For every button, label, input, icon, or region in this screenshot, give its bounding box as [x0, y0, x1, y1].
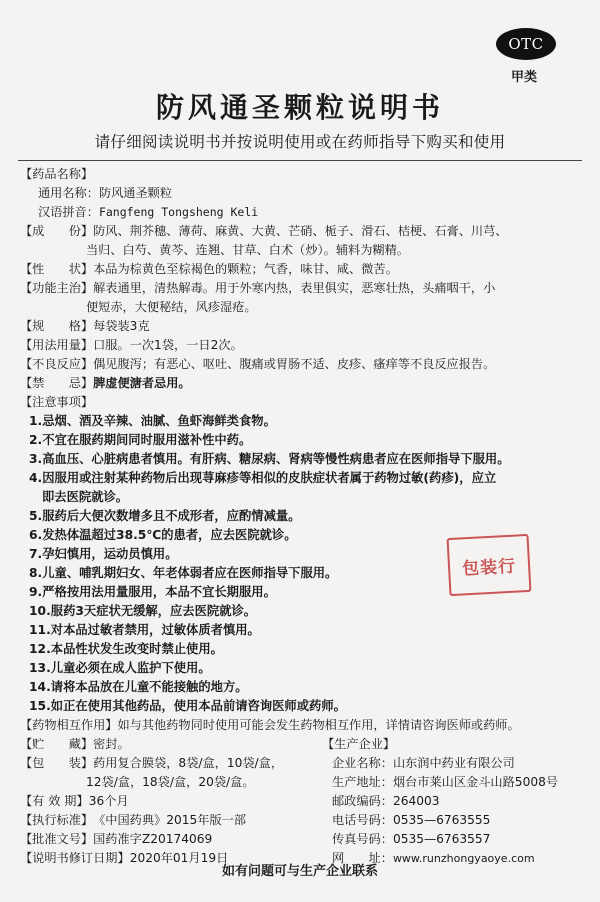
field-value: 如与其他药物同时使用可能会发生药物相互作用，详情请咨询医师或药师。: [117, 718, 520, 732]
section-label: 【规 格】: [20, 319, 94, 333]
precaution-item: 13.儿童必须在成人监护下使用。: [29, 661, 211, 675]
field-value: 解表通里，清热解毒。用于外寒内热，表里俱实，恶寒壮热，头痛咽干，小: [93, 281, 496, 295]
field-label: 传真号码：: [332, 832, 393, 846]
ingredients-row: [20, 222, 508, 241]
zip-row: [332, 792, 439, 811]
packaging-stamp: [447, 534, 532, 596]
section-label: 【性 状】: [20, 262, 94, 276]
precaution-item: 12.本品性状发生改变时禁止使用。: [29, 642, 223, 656]
section-label: 【生产企业】: [322, 737, 396, 751]
precaution-item: 2.不宜在服药期间同时服用滋补性中药。: [29, 433, 252, 447]
adverse-row: [20, 355, 495, 374]
otc-badge: OTC: [496, 28, 556, 60]
section-label: 【批准文号】: [20, 832, 94, 846]
validity-row: [20, 792, 129, 811]
character-row: [20, 260, 398, 279]
standard-row: [20, 811, 246, 830]
field-label: 邮政编码：: [332, 794, 393, 808]
field-label: 通用名称：: [38, 186, 99, 200]
contra-row: [20, 374, 191, 393]
footer-note: 如有问题可与生产企业联系: [221, 864, 378, 879]
document-title: 防风通圣颗粒说明书: [155, 91, 444, 124]
field-value: 12袋/盒，18袋/盒，20袋/盒。: [86, 775, 255, 789]
field-value: 防风通圣颗粒: [98, 186, 173, 200]
section-label: 【说明书修订日期】: [20, 851, 130, 865]
phone-row: [332, 811, 490, 830]
field-value: www.runzhongyaoye.com: [392, 852, 535, 865]
section-label: 【成 份】: [20, 224, 94, 238]
field-value: 烟台市莱山区金斗山路5008号: [392, 775, 559, 789]
section-label: 【药物相互作用】: [20, 718, 118, 732]
indications-row-2: [86, 298, 257, 317]
precaution-item: 15.如正在使用其他药品，使用本品前请咨询医师或药师。: [29, 699, 346, 713]
field-label: 生产地址：: [332, 775, 393, 789]
section-label: 【药品名称】: [20, 167, 94, 181]
usage-row: [20, 336, 243, 355]
otc-class-label: 甲类: [511, 70, 538, 85]
field-value: 当归、白芍、黄芩、连翘、甘草、白术（炒）。辅料为糊精。: [86, 243, 409, 257]
field-value: 0535—6763557: [392, 832, 491, 846]
precaution-item: 即去医院就诊。: [42, 490, 129, 504]
field-value: 脾虚便溏者忌用。: [93, 376, 191, 390]
field-label: 汉语拼音：: [38, 205, 99, 219]
package-row-2: [86, 773, 255, 792]
field-label: 电话号码：: [332, 813, 393, 827]
address-row: [332, 773, 558, 792]
spec-row: [20, 317, 150, 336]
precaution-item: 6.发热体温超过38.5℃的患者，应去医院就诊。: [29, 528, 297, 542]
field-value: 264003: [392, 794, 440, 808]
ingredients-row-2: [86, 241, 409, 260]
precaution-item: 9.严格按用法用量服用，本品不宜长期服用。: [29, 585, 276, 599]
field-value: 2020年01月19日: [129, 851, 229, 865]
section-label: 【功能主治】: [20, 281, 94, 295]
field-value: Fangfeng Tongsheng Keli: [98, 205, 259, 219]
storage-row: [20, 735, 130, 754]
manufacturer-header: [322, 735, 395, 754]
precaution-item: 14.请将本品放在儿童不能接触的地方。: [29, 680, 248, 694]
section-precautions: [20, 393, 93, 412]
pinyin-row: [38, 203, 258, 222]
field-value: 药用复合膜袋，8袋/盒，10袋/盒，: [93, 756, 284, 770]
section-label: 【贮 藏】: [20, 737, 94, 751]
section-label: 【执行标准】: [20, 813, 94, 827]
precaution-item: 11.对本品过敏者禁用，过敏体质者慎用。: [29, 623, 260, 637]
company-row: [332, 754, 515, 773]
section-label: 【包 装】: [20, 756, 94, 770]
precaution-item: 1.忌烟、酒及辛辣、油腻、鱼虾海鲜类食物。: [29, 414, 276, 428]
approval-row: [20, 830, 212, 849]
indications-row: [20, 279, 495, 298]
field-label: 企业名称：: [332, 756, 393, 770]
field-value: 国药准字Z20174069: [93, 832, 213, 846]
precaution-item: 8.儿童、哺乳期妇女、年老体弱者应在医师指导下服用。: [29, 566, 338, 580]
generic-name-row: [38, 184, 172, 203]
interactions-row: [20, 716, 520, 735]
field-value: 36个月: [88, 794, 129, 808]
divider: [18, 160, 582, 161]
section-label: 【用法用量】: [20, 338, 94, 352]
section-label: 【禁 忌】: [20, 376, 94, 390]
field-value: 密封。: [93, 737, 130, 751]
field-value: 口服。一次1袋，一日2次。: [93, 338, 243, 352]
section-label: 【有 效 期】: [20, 794, 89, 808]
field-value: 《中国药典》2015年版一部: [93, 813, 247, 827]
document-subtitle: 请仔细阅读说明书并按说明使用或在药师指导下购买和使用: [94, 133, 506, 151]
fax-row: [332, 830, 490, 849]
field-value: 本品为棕黄色至棕褐色的颗粒；气香，味甘、咸、微苦。: [93, 262, 398, 276]
field-value: 每袋装3克: [93, 319, 150, 333]
precaution-item: 7.孕妇慎用，运动员慎用。: [29, 547, 178, 561]
field-label: 网 址：: [332, 851, 393, 865]
field-value: 偶见腹泻；有恶心、呕吐、腹痛或胃肠不适、皮疹、瘙痒等不良反应报告。: [93, 357, 496, 371]
section-label: 【不良反应】: [20, 357, 94, 371]
field-value: 0535—6763555: [392, 813, 491, 827]
field-value: 山东润中药业有限公司: [392, 756, 515, 770]
stamp-text: 包装行: [461, 556, 517, 579]
precaution-item: 3.高血压、心脏病患者慎用。有肝病、糖尿病、肾病等慢性病患者应在医师指导下服用。: [29, 452, 510, 466]
precaution-item: 5.服药后大便次数增多且不成形者，应酌情减量。: [29, 509, 301, 523]
section-label: 【注意事项】: [20, 395, 94, 409]
precaution-item: 10.服药3天症状无缓解，应去医院就诊。: [29, 604, 257, 618]
precaution-item: 4.因服用或注射某种药物后出现荨麻疹等相似的皮肤症状者属于药物过敏(药疹)，应立: [29, 471, 497, 485]
field-value: 便短赤，大便秘结，风疹湿疮。: [86, 300, 257, 314]
package-row: [20, 754, 283, 773]
section-drug-name: [20, 165, 93, 184]
field-value: 防风、荆芥穗、薄荷、麻黄、大黄、芒硝、栀子、滑石、桔梗、石膏、川芎、: [93, 224, 508, 238]
